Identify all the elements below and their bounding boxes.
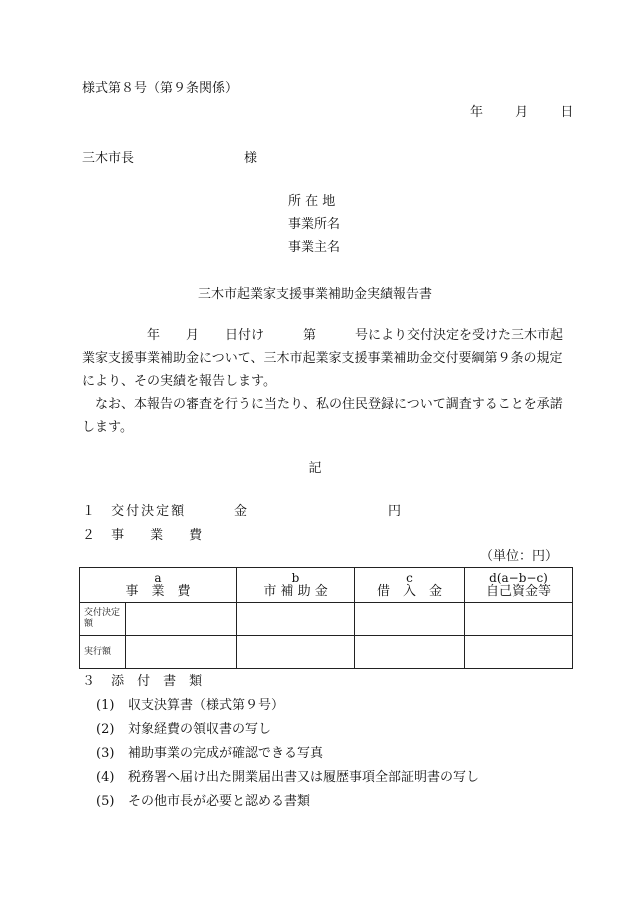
item2-number: ２ [82, 528, 96, 543]
item2-label: 事 業 費 [111, 528, 203, 543]
col-d-label: 自己資金等 [486, 584, 552, 599]
unit-label: （単位：円） [480, 549, 559, 564]
table-cell[interactable] [355, 636, 465, 669]
addressee-honorific: 様 [244, 151, 258, 166]
applicant-address-label: 所 在 地 [288, 194, 336, 209]
col-a-key: a [154, 571, 162, 585]
table-cell[interactable] [465, 603, 573, 636]
date-day: 日 [560, 105, 574, 120]
list-item [96, 721, 271, 739]
date-line [470, 104, 574, 122]
list-item [96, 793, 310, 811]
attachment-number: (2) [96, 722, 115, 737]
attachment-text: 対象経費の領収書の写し [128, 722, 272, 737]
report-paragraph: 年 月 日付け 第 号により交付決定を受けた三木市起業家支援事業補助金について、三木市起業家支援事業補助金交付要綱第９条の規定により、その実績を報告します。 [82, 328, 564, 389]
table-cell[interactable] [237, 636, 355, 669]
row-label-decision: 交付決定額 [80, 603, 126, 636]
attachment-number: (1) [96, 698, 115, 713]
table-cell[interactable] [355, 603, 465, 636]
list-item [96, 769, 479, 787]
table-header-row [80, 568, 573, 603]
form-number: 様式第８号（第９条関係） [82, 81, 239, 96]
addressee [82, 150, 258, 168]
item-grant-decision [82, 503, 402, 521]
attachment-text: 補助事業の完成が確認できる写真 [128, 746, 324, 761]
col-b-key: b [291, 571, 300, 585]
addressee-name: 三木市長 [82, 151, 135, 166]
date-month: 月 [515, 105, 529, 120]
table-cell[interactable] [465, 636, 573, 669]
list-item [96, 745, 323, 763]
table-row [80, 636, 573, 669]
col-a-header [80, 568, 237, 603]
table-cell[interactable] [237, 603, 355, 636]
item1-label: 交付決定額 [111, 504, 187, 519]
table-cell[interactable] [126, 636, 237, 669]
cost-table [79, 567, 573, 669]
item1-kin: 金 [234, 504, 248, 519]
col-b-header [237, 568, 355, 603]
col-d-key: d(a−b−c) [489, 571, 548, 585]
attachment-number: (4) [96, 770, 115, 785]
document-title: 三木市起業家支援事業補助金実績報告書 [197, 287, 432, 302]
item-project-cost [82, 527, 202, 545]
col-c-key: c [406, 571, 413, 585]
item3-label: 添 付 書 類 [111, 674, 203, 689]
table-row [80, 603, 573, 636]
col-b-label: 市 補 助 金 [263, 584, 328, 599]
col-d-header [465, 568, 573, 603]
attachment-number: (5) [96, 794, 115, 809]
applicant-owner-label: 事業主名 [288, 240, 341, 255]
item1-number: １ [82, 504, 96, 519]
attachment-text: 収支決算書（様式第９号） [128, 698, 285, 713]
attachment-text: 税務署へ届け出た開業届出書又は履歴事項全部証明書の写し [128, 770, 480, 785]
ki-heading: 記 [308, 461, 322, 476]
col-c-header [355, 568, 465, 603]
date-year: 年 [470, 105, 484, 120]
attachment-number: (3) [96, 746, 115, 761]
col-c-label: 借 入 金 [377, 584, 443, 599]
item1-yen: 円 [388, 504, 402, 519]
list-item [96, 697, 284, 715]
item-attachments [82, 673, 202, 691]
table-cell[interactable] [126, 603, 237, 636]
attachment-text: その他市長が必要と認める書類 [128, 794, 311, 809]
applicant-office-label: 事業所名 [288, 217, 341, 232]
consent-paragraph: なお、本報告の審査を行うに当たり、私の住民登録について調査することを承諾します。 [82, 397, 563, 435]
item3-number: ３ [82, 674, 96, 689]
row-label-actual: 実行額 [80, 636, 126, 669]
col-a-label: 事 業 費 [125, 584, 191, 599]
